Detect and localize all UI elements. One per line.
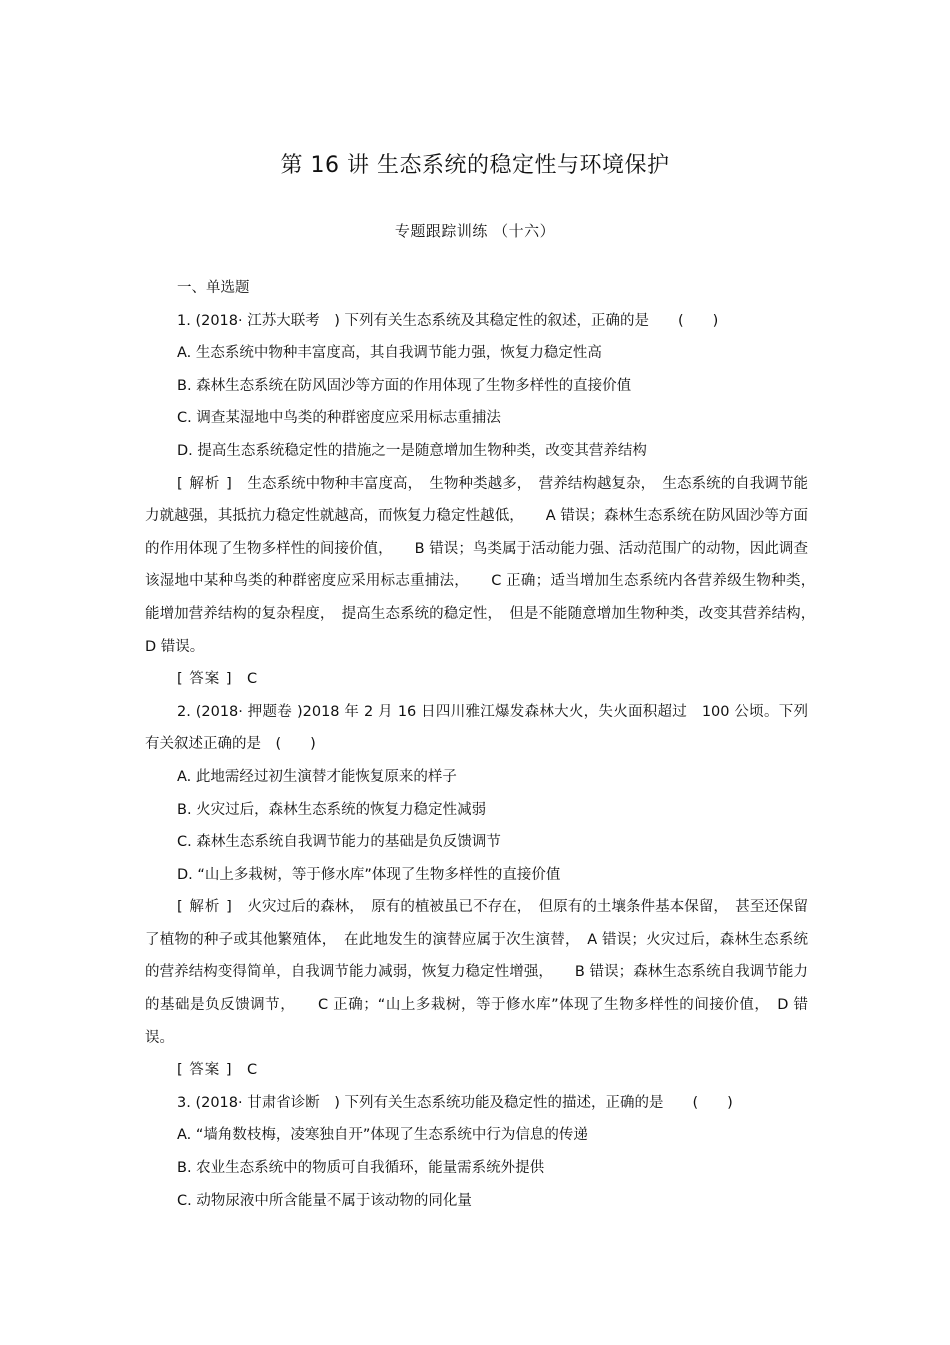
question-2-analysis: [145, 891, 808, 1054]
section-heading: 一、单选题: [177, 280, 250, 296]
question-2-option-d: D. “山上多栽树，等于修水库”体现了生物多样性的直接价值: [177, 866, 561, 883]
answer-label: [ 答案 ]: [177, 671, 233, 688]
question-3-option-a: A. “墙角数枝梅，凌寒独自开”体现了生态系统中行为信息的传递: [177, 1127, 588, 1144]
question-content: [145, 272, 837, 1217]
question-3-option-b: B. 农业生态系统中的物质可自我循环，能量需系统外提供: [177, 1160, 545, 1177]
analysis-text: 火灾过后的森林， 原有的植被虽已不存在， 但原有的土壤条件基本保留， 甚至还保留了植物的种子或其他繁殖体， 在此地发生的演替应属于次生演替， A 错误；火灾过后，森林生态系统的营养结构变得简单，自我调节能力减弱，恢复力稳定性增强， B 错误；森林生态系统自我调节能力的基础是负反馈调节， C 正确；“山上多栽树，等于修水库”体现了生物多样性的间接价值， D 错误。: [145, 899, 808, 1046]
page-subtitle: 专题跟踪训练 （十六）: [394, 222, 556, 240]
answer-value: C: [247, 671, 258, 688]
question-1-answer: [145, 663, 808, 696]
question-1-option-c: C. 调查某湿地中鸟类的种群密度应采用标志重捕法: [177, 410, 501, 427]
question-1-option-d: D. 提高生态系统稳定性的措施之一是随意增加生物种类，改变其营养结构: [177, 442, 647, 459]
page-title: 第 16 讲 生态系统的稳定性与环境保护: [280, 153, 670, 178]
question-2-option-c: C. 森林生态系统自我调节能力的基础是负反馈调节: [177, 834, 501, 851]
analysis-label: [ 解析 ]: [177, 899, 233, 916]
answer-value: C: [247, 1062, 258, 1079]
question-1-stem: 1. (2018· 江苏大联考 ) 下列有关生态系统及其稳定性的叙述，正确的是 ( ): [177, 312, 719, 329]
question-1-option-a: A. 生态系统中物种丰富度高，其自我调节能力强，恢复力稳定性高: [177, 345, 602, 362]
question-3-stem: 3. (2018· 甘肃省诊断 ) 下列有关生态系统功能及稳定性的描述，正确的是 ( ): [177, 1094, 733, 1111]
analysis-text: 生态系统中物种丰富度高， 生物种类越多， 营养结构越复杂， 生态系统的自我调节能力就越强，其抵抗力稳定性就越高，而恢复力稳定性越低， A 错误；森林生态系统在防风固沙等方面的作用体现了生物多样性的间接价值， B 错误；鸟类属于活动能力强、活动范围广的动物，因此调查该湿地中某种鸟类的种群密度应采用标志重捕法， C 正确；适当增加生态系统内各营养级生物种类， 能增加营养结构的复杂程度， 提高生态系统的稳定性， 但是不能随意增加生物种类，改变其营养结构， D 错误。: [145, 475, 837, 655]
question-2-stem: 2. (2018· 押题卷 )2018 年 2 月 16 日四川雅江爆发森林大火，失火面积超过 100 公顷。下列有关叙述正确的是 ( ): [145, 703, 808, 753]
answer-label: [ 答案 ]: [177, 1062, 233, 1079]
question-1-option-b: B. 森林生态系统在防风固沙等方面的作用体现了生物多样性的直接价值: [177, 377, 632, 394]
question-3-option-c: C. 动物尿液中所含能量不属于该动物的同化量: [177, 1192, 472, 1209]
analysis-label: [ 解析 ]: [177, 475, 233, 492]
question-2-option-b: B. 火灾过后，森林生态系统的恢复力稳定性减弱: [177, 801, 487, 818]
question-2-option-a: A. 此地需经过初生演替才能恢复原来的样子: [177, 768, 457, 785]
question-1-analysis: [145, 468, 837, 664]
question-2-answer: [145, 1054, 808, 1087]
